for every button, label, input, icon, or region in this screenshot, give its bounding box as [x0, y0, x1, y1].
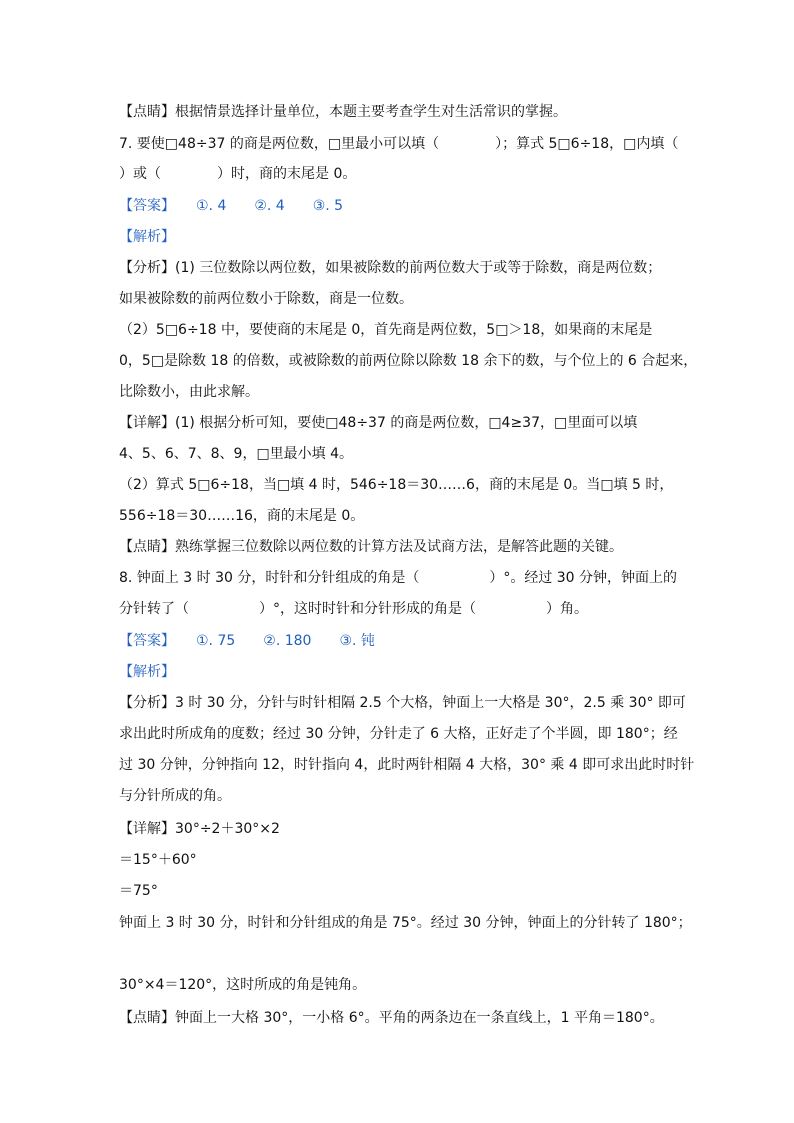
- detail-line: 4、5、6、7、8、9，□里最小填 4。: [119, 446, 354, 462]
- analysis-line: 【分析】3 时 30 分，分针与时针相隔 2.5 个大格，钟面上一大格是 30°，2.5 乘 30° 即可: [119, 695, 686, 711]
- detail-line: ＝15°＋60°: [119, 852, 197, 868]
- analysis-line: 【分析】(1) 三位数除以两位数，如果被除数的前两位数大于或等于除数，商是两位数；: [119, 260, 662, 276]
- analysis-line: 0，5□是除数 18 的倍数，或被除数的前两位除以除数 18 余下的数，与个位上的 6 合起来，: [119, 353, 698, 369]
- detail-line: 30°×4＝120°，这时所成的角是钝角。: [119, 977, 367, 993]
- answer-label-8: 【答案】 ①. 75 ②. 180 ③. 钝: [119, 633, 375, 649]
- detail-line: 【详解】30°÷2＋30°×2: [119, 821, 280, 837]
- detail-line: ＝75°: [119, 883, 158, 899]
- question-8-line-1: 8. 钟面上 3 时 30 分，时针和分针组成的角是（ ）°。经过 30 分钟，钟面上的: [119, 570, 678, 586]
- question-8-line-2: 分针转了（ ）°，这时时针和分针形成的角是（ ）角。: [119, 601, 588, 617]
- analysis-label-8: 【解析】: [119, 664, 175, 680]
- tip-line: 【点睛】熟练掌握三位数除以两位数的计算方法及试商方法，是解答此题的关键。: [119, 539, 623, 555]
- tip-line: 【点睛】钟面上一大格 30°，一小格 6°。平角的两条边在一条直线上，1 平角＝180°。: [119, 1010, 664, 1026]
- tip-line: 【点睛】根据情景选择计量单位，本题主要考查学生对生活常识的掌握。: [119, 104, 567, 120]
- analysis-line: （2）5□6÷18 中，要使商的末尾是 0，首先商是两位数，5□＞18，如果商的末尾是: [119, 322, 653, 338]
- detail-line: 钟面上 3 时 30 分，时针和分针组成的角是 75°。经过 30 分钟，钟面上的分针转了 180°；: [119, 915, 692, 931]
- analysis-line: 求出此时所成角的度数；经过 30 分钟，分针走了 6 大格，正好走了个半圆，即 180°；经: [119, 726, 678, 742]
- question-7-line-1: 7. 要使□48÷37 的商是两位数，□里最小可以填（ ）；算式 5□6÷18，□内填（: [119, 136, 679, 152]
- analysis-line: 与分针所成的角。: [119, 788, 231, 804]
- analysis-label-7: 【解析】: [119, 229, 175, 245]
- detail-line: 556÷18＝30……16，商的末尾是 0。: [119, 508, 365, 524]
- answer-label-7: 【答案】 ①. 4 ②. 4 ③. 5: [119, 198, 344, 214]
- analysis-line: 过 30 分钟，分钟指向 12，时针指向 4，此时两针相隔 4 大格，30° 乘 4 即可求出此时时针: [119, 757, 695, 773]
- analysis-line: 比除数小，由此求解。: [119, 384, 259, 400]
- question-7-line-2: ）或（ ）时，商的末尾是 0。: [119, 166, 357, 182]
- detail-line: 【详解】(1) 根据分析可知，要使□48÷37 的商是两位数，□4≥37，□里面可以填: [119, 415, 638, 431]
- detail-line: （2）算式 5□6÷18，当□填 4 时，546÷18＝30……6，商的末尾是 0。当□填 5 时，: [119, 477, 674, 493]
- analysis-line: 如果被除数的前两位数小于除数，商是一位数。: [119, 291, 413, 307]
